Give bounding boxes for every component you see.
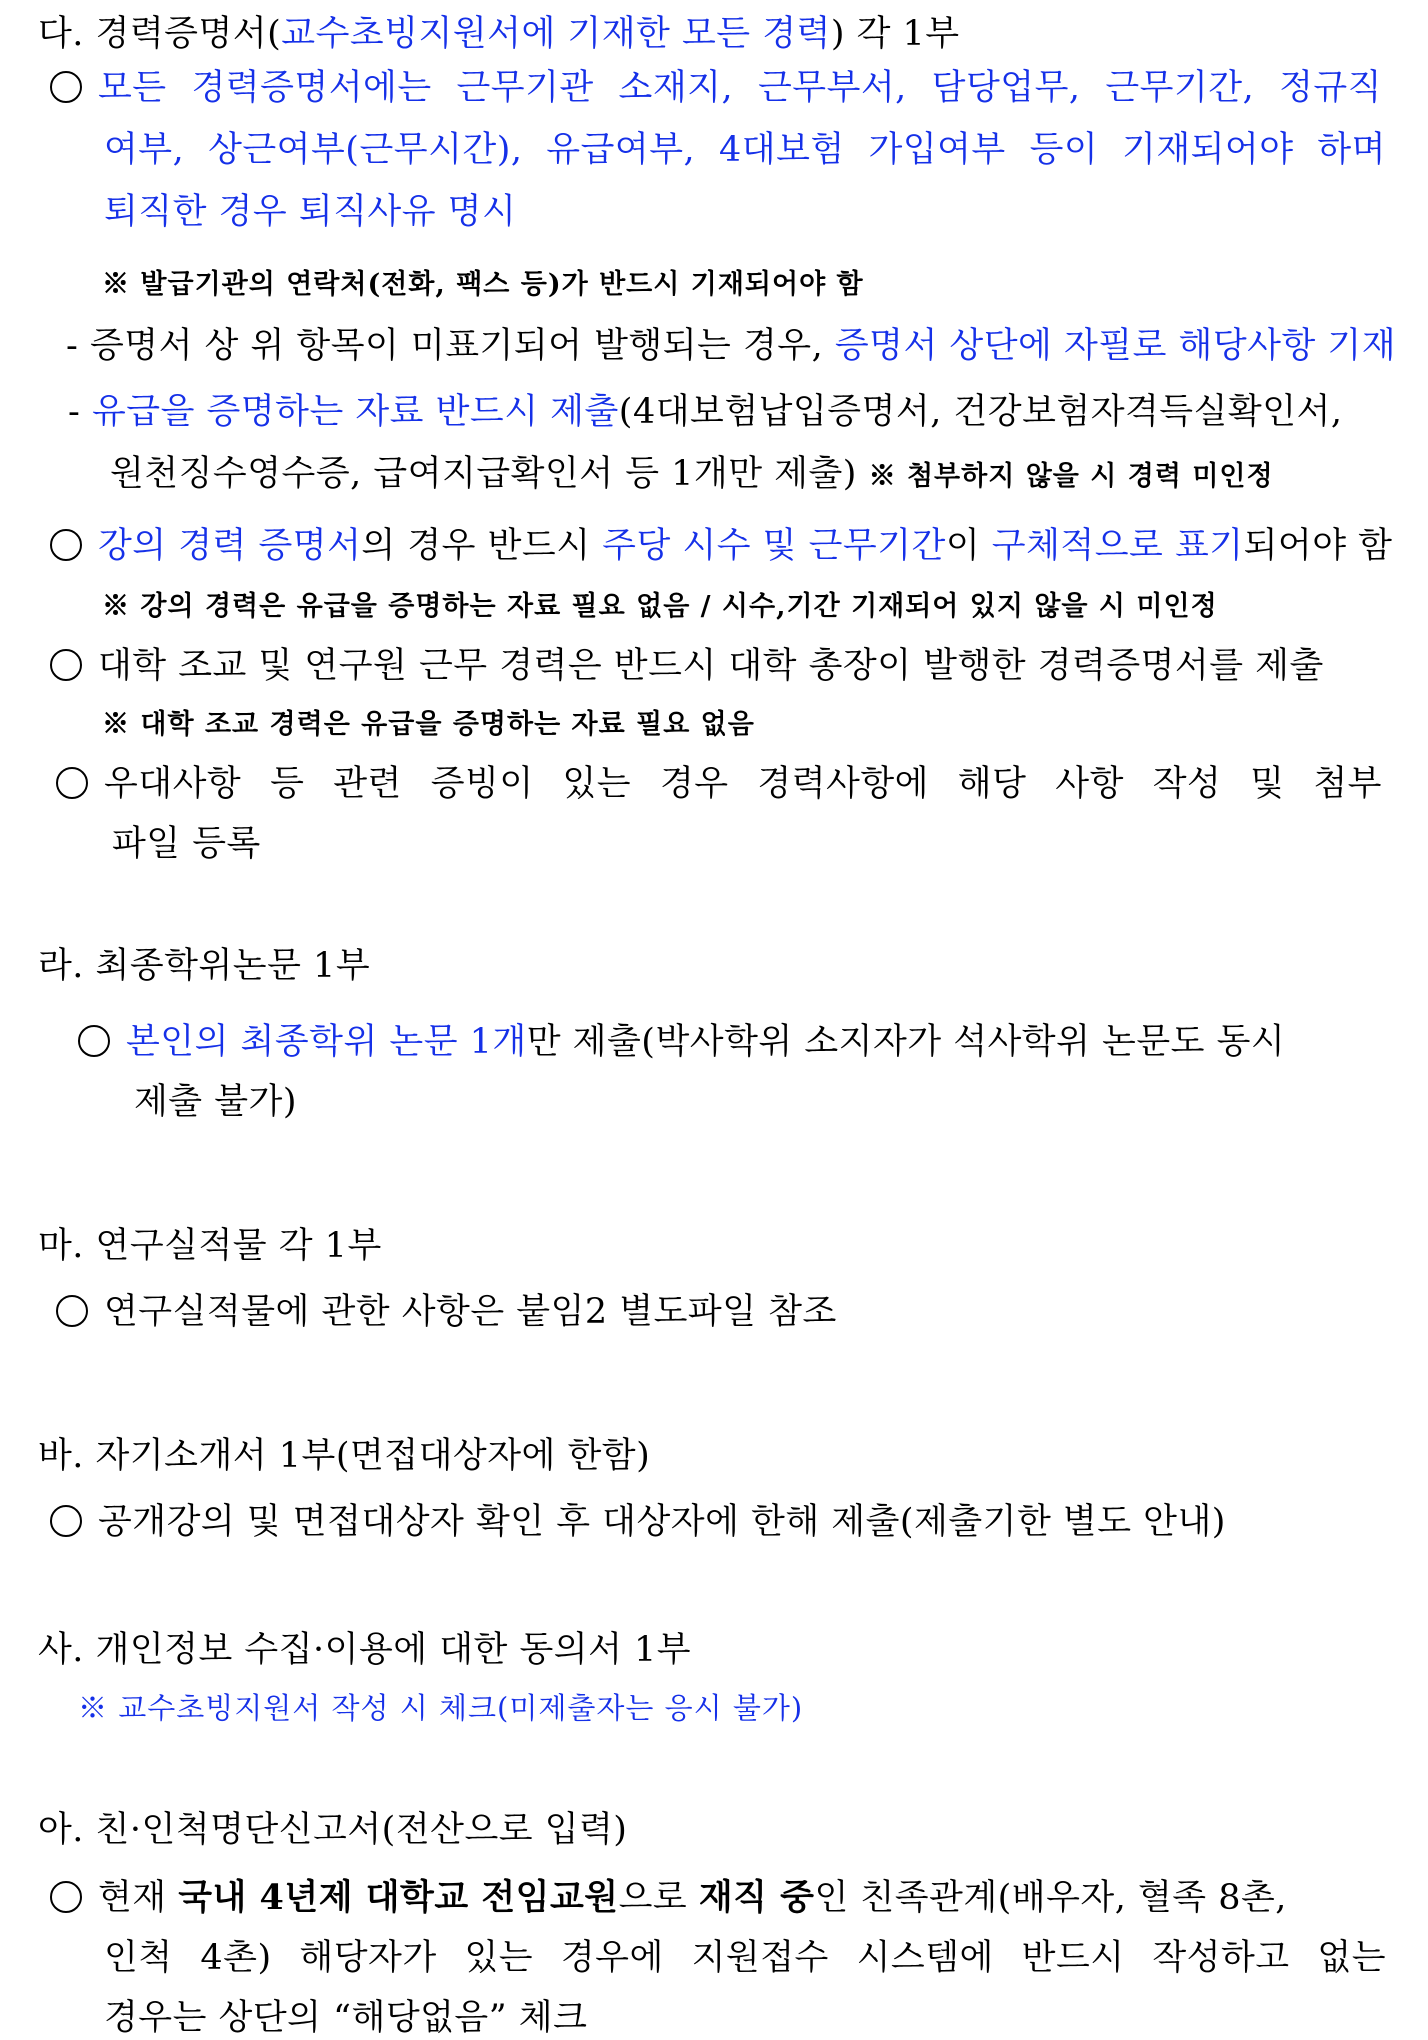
bullet-research: 연구실적물에 관한 사항은 붙임2 별도파일 참조 bbox=[56, 1284, 837, 1334]
note-lecture-career: ※ 강의 경력은 유급을 증명하는 자료 필요 없음 / 시수,기간 기재되어 있지 않을 시 미인정 bbox=[102, 591, 1218, 622]
circle-bullet-icon bbox=[56, 1295, 88, 1327]
bullet-self-intro: 공개강의 및 면접대상자 확인 후 대상자에 한해 제출(제출기한 별도 안내) bbox=[50, 1494, 1226, 1544]
dash-missing-items: - 증명서 상 위 항목이 미표기되어 발행되는 경우, 증명서 상단에 자필로 해당사항 기재 bbox=[66, 326, 1397, 366]
section-heading-research: 마. 연구실적물 각 1부 bbox=[38, 1226, 382, 1266]
circle-bullet-icon bbox=[56, 767, 88, 799]
bullet-lecture-career: 강의 경력 증명서의 경우 반드시 주당 시수 및 근무기간이 구체적으로 표기되어야 함 bbox=[50, 518, 1392, 568]
bullet-relatives-line3: 경우는 상단의 “해당없음” 체크 bbox=[104, 1998, 588, 2038]
bullet-career-fields: 모든 경력증명서에는 근무기관 소재지, 근무부서, 담당업무, 근무기간, 정규직 bbox=[50, 60, 1382, 110]
bullet-thesis: 본인의 최종학위 논문 1개만 제출(박사학위 소지자가 석사학위 논문도 동시 bbox=[78, 1014, 1285, 1064]
note-issuer-contact: ※ 발급기관의 연락처(전화, 팩스 등)가 반드시 기재되어야 함 bbox=[102, 269, 864, 300]
circle-bullet-icon bbox=[50, 529, 82, 561]
bullet-preferential: 우대사항 등 관련 증빙이 있는 경우 경력사항에 해당 사항 작성 및 첨부 bbox=[56, 756, 1382, 806]
bullet-preferential-line2: 파일 등록 bbox=[112, 824, 261, 864]
section-heading-thesis: 라. 최종학위논문 1부 bbox=[38, 946, 371, 986]
circle-bullet-icon bbox=[78, 1025, 110, 1057]
bullet-relatives-line2: 인척 4촌) 해당자가 있는 경우에 지원접수 시스템에 반드시 작성하고 없는 bbox=[104, 1938, 1386, 1978]
dash-paid-proof-line2: 원천징수영수증, 급여지급확인서 등 1개만 제출) ※ 첨부하지 않을 시 경력 미인정 bbox=[110, 454, 1274, 494]
circle-bullet-icon bbox=[50, 649, 82, 681]
section-heading-self-intro: 바. 자기소개서 1부(면접대상자에 한함) bbox=[38, 1436, 651, 1476]
section-heading-career-certificate: 다. 경력증명서(교수초빙지원서에 기재한 모든 경력) 각 1부 bbox=[38, 14, 960, 54]
bullet-career-fields-line2: 여부, 상근여부(근무시간), 유급여부, 4대보험 가입여부 등이 기재되어야 하며 bbox=[104, 130, 1386, 170]
note-privacy: ※ 교수초빙지원서 작성 시 체크(미제출자는 응시 불가) bbox=[78, 1691, 804, 1725]
bullet-assistant-career: 대학 조교 및 연구원 근무 경력은 반드시 대학 총장이 발행한 경력증명서를 제출 bbox=[50, 638, 1324, 688]
circle-bullet-icon bbox=[50, 71, 82, 103]
section-heading-relatives: 아. 친·인척명단신고서(전산으로 입력) bbox=[38, 1810, 628, 1850]
note-assistant-career: ※ 대학 조교 경력은 유급을 증명하는 자료 필요 없음 bbox=[102, 709, 755, 740]
bullet-career-fields-line3: 퇴직한 경우 퇴직사유 명시 bbox=[104, 192, 517, 232]
circle-bullet-icon bbox=[50, 1505, 82, 1537]
section-heading-privacy: 사. 개인정보 수집·이용에 대한 동의서 1부 bbox=[38, 1630, 692, 1670]
bullet-relatives: 현재 국내 4년제 대학교 전임교원으로 재직 중인 친족관계(배우자, 혈족 8촌, bbox=[50, 1870, 1287, 1920]
circle-bullet-icon bbox=[50, 1881, 82, 1913]
dash-paid-proof: - 유급을 증명하는 자료 반드시 제출(4대보험납입증명서, 건강보험자격득실확인서, bbox=[68, 392, 1343, 432]
bullet-thesis-line2: 제출 불가) bbox=[134, 1082, 298, 1122]
